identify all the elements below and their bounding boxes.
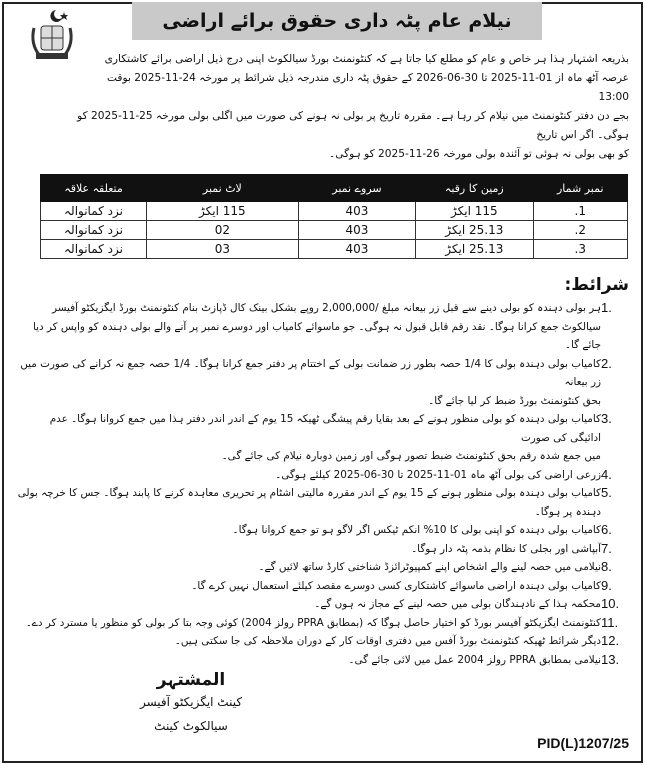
condition-number: 2. — [601, 355, 612, 371]
cell: 3. — [533, 240, 627, 259]
condition-body — [16, 521, 601, 540]
condition-text: کامیاب بولی دہندہ بولی منظور ہونے کے 15 یوم کے اندر مقررہ مالیتی اشٹام پر تحریری معاہدہ کرنے کا پابند ہوگا۔ جس کا خرچہ بولی دہندہ پر ہوگا۔ — [17, 487, 601, 518]
condition-body — [16, 614, 601, 633]
column-header: نمبر شمار — [533, 175, 627, 202]
condition-body — [16, 299, 601, 355]
pid-number: PID(L)1207/25 — [537, 735, 629, 751]
column-header: لاٹ نمبر — [147, 175, 299, 202]
condition-text: آبپاشی اور بجلی کا نظام بذمہ پٹہ دار ہوگا۔ — [411, 542, 601, 555]
condition-text: ہر بولی دہندہ کو بولی دینے سے قبل زر بیعانہ مبلغ /2,000,000 روپے بشکل بینک کال ڈپازٹ بنام کنٹونمنٹ بورڈ ایگزیکٹو آفیسر — [52, 302, 601, 314]
intro-line: بجے دن دفتر کنٹونمنٹ میں نیلام کر رہا ہے۔ مقررہ تاریخ پر بولی نہ ہونے کی صورت میں اگلی بولی مورخہ 25-11-2025 کو ہوگی۔ اگر اس تاریخ — [77, 110, 629, 141]
condition-number: 11. — [601, 614, 619, 630]
cell: 403 — [298, 221, 415, 240]
intro-paragraph — [76, 50, 629, 164]
column-header: سروے نمبر — [298, 175, 415, 202]
intro-line: کو بھی بولی نہ ہوئی تو آئندہ بولی مورخہ 26-11-2025 کو ہوگی۔ — [329, 148, 629, 160]
cell: 03 — [147, 240, 299, 259]
condition-text: نیلامی بمطابق PPRA رولز 2004 عمل میں لائی جائے گی۔ — [348, 653, 601, 666]
table-row — [41, 202, 628, 221]
cell: 403 — [298, 202, 415, 221]
header — [16, 4, 629, 50]
intro-line: بذریعہ اشتہار ہذا ہر خاص و عام کو مطلع کیا جاتا ہے کہ کنٹونمنٹ بورڈ سیالکوٹ اپنی درج ذیل اراضی برائے کاشتکاری — [104, 53, 629, 65]
condition-body — [16, 651, 601, 670]
condition-item — [16, 540, 629, 559]
condition-text: بحق کنٹونمنٹ بورڈ ضبط کر لیا جائے گا۔ — [428, 394, 601, 407]
cell: نزد کمانوالہ — [41, 202, 147, 221]
condition-item — [16, 299, 629, 355]
condition-body — [16, 577, 601, 596]
condition-item — [16, 632, 629, 651]
land-table — [40, 174, 628, 259]
condition-number: 13. — [601, 651, 620, 667]
condition-number: 9. — [601, 577, 612, 593]
condition-item — [16, 521, 629, 540]
advertiser-location: سیالکوٹ کینٹ — [154, 719, 228, 733]
condition-text: کنٹونمنٹ ایگزیکٹو آفیسر بورڈ کو اختیار حاصل ہوگا کہ (بمطابق PPRA رولز 2004) کوئی وجہ بتا کر بولی کو منظور یا مسترد کر دے۔ — [25, 616, 601, 629]
cell: 25.13 ایکڑ — [416, 240, 533, 259]
condition-text: سیالکوٹ جمع کرانا ہوگا۔ نقد رقم قابل قبول نہ ہوگی۔ جو ماسوائے کامیاب اور دوسرے نمبر پر آنے والے بولی دہندہ کو واپس کر دیا جائے گا۔ — [32, 320, 601, 351]
footer — [16, 669, 629, 753]
condition-item — [16, 595, 629, 614]
table-row — [41, 221, 628, 240]
cell: 115 ایکڑ — [416, 202, 533, 221]
condition-body — [16, 466, 601, 485]
condition-body — [16, 558, 601, 577]
column-header: زمین کا رقبہ — [416, 175, 533, 202]
condition-number: 8. — [601, 559, 612, 574]
condition-text: زرعی اراضی کی بولی آٹھ ماہ 01-11-2025 تا 30-06-2025 کیلئے ہوگی۔ — [275, 468, 601, 481]
condition-text: کامیاب بولی دہندہ بولی کا 1/4 حصہ بطور زر ضمانت بولی کے اختتام پر دفتر جمع کرانا ہوگا۔ 1/4 حصہ جمع نہ کرانے کی صورت میں زر بیعانہ — [20, 357, 601, 388]
condition-item — [16, 355, 629, 411]
condition-item — [16, 466, 629, 485]
cell: 2. — [533, 221, 627, 240]
advertiser-title: کینٹ ایگزیکٹو آفیسر — [139, 695, 243, 709]
condition-item — [16, 484, 629, 521]
table-row — [41, 240, 628, 259]
cell: نزد کمانوالہ — [41, 221, 147, 240]
condition-body — [16, 355, 601, 411]
cell: 02 — [147, 221, 299, 240]
condition-body — [16, 540, 601, 559]
condition-text: کامیاب بولی دہندہ کو بولی منظور ہونے کے بعد بقایا رقم پیشگی ٹھیکہ 15 یوم کے اندر اندر دفتر ہذا میں جمع کروانا ہوگا۔ عدم ادائیگی کی صورت — [49, 413, 601, 444]
government-emblem-icon — [26, 8, 78, 64]
table-header-row — [41, 175, 628, 202]
condition-item — [16, 558, 629, 577]
advertiser-heading: المشتہر — [156, 670, 226, 690]
condition-text: کامیاب بولی دہندہ کو اپنی بولی کا 10% انکم ٹیکس اگر لاگو ہو تو جمع کروانا ہوگا۔ — [232, 524, 601, 536]
condition-item — [16, 651, 629, 670]
cell: 25.13 ایکڑ — [416, 221, 533, 240]
condition-text: دیگر شرائط ٹھیکہ کنٹونمنٹ بورڈ آفس میں دفتری اوقات کار کے دوران ملاحظہ کی جا سکتی ہیں۔ — [174, 635, 601, 647]
cell: 115 ایکڑ — [147, 202, 299, 221]
column-header: متعلقہ علاقہ — [41, 175, 147, 202]
condition-number: 1. — [601, 300, 612, 315]
cell: 1. — [533, 202, 627, 221]
condition-number: 4. — [601, 466, 612, 482]
condition-text: محکمہ ہذا کے نادہندگان بولی میں حصہ لینے کے مجاز نہ ہوں گے۔ — [314, 598, 601, 610]
condition-number: 5. — [601, 485, 612, 500]
intro-line: عرصہ آٹھ ماہ از 01-11-2025 تا 30-06-2026 کے حقوق پٹہ داری مندرجہ ذیل شرائط پر مورخہ 24-11-2025 بوقت 13:00 — [107, 72, 629, 103]
condition-body — [16, 484, 601, 521]
condition-number: 7. — [601, 540, 612, 556]
advertisement-frame — [2, 2, 643, 763]
conditions-list — [16, 299, 629, 669]
condition-number: 6. — [601, 522, 612, 537]
page-title: نیلام عام پٹہ داری حقوق برائے اراضی — [132, 2, 542, 40]
condition-text: کامیاب بولی دہندہ اراضی ماسوائے کاشتکاری کسی دوسرے مقصد کیلئے استعمال نہیں کرے گا۔ — [191, 579, 601, 592]
condition-item — [16, 410, 629, 466]
condition-item — [16, 614, 629, 633]
condition-body — [16, 632, 601, 651]
condition-body — [16, 595, 601, 614]
condition-text: میں جمع شدہ رقم بحق کنٹونمنٹ ضبط تصور ہوگی اور زمین دوبارہ نیلام کی جائے گی۔ — [221, 450, 601, 462]
condition-item — [16, 577, 629, 596]
cell: 403 — [298, 240, 415, 259]
condition-body — [16, 410, 601, 466]
conditions-heading: شرائط: — [564, 275, 629, 295]
condition-text: نیلامی میں حصہ لینے والے اشخاص اپنے کمپیوٹرائزڈ شناختی کارڈ ساتھ لائیں گے۔ — [258, 561, 601, 573]
cell: نزد کمانوالہ — [41, 240, 147, 259]
condition-number: 3. — [601, 411, 612, 426]
condition-number: 12. — [601, 633, 620, 648]
condition-number: 10. — [601, 596, 620, 611]
